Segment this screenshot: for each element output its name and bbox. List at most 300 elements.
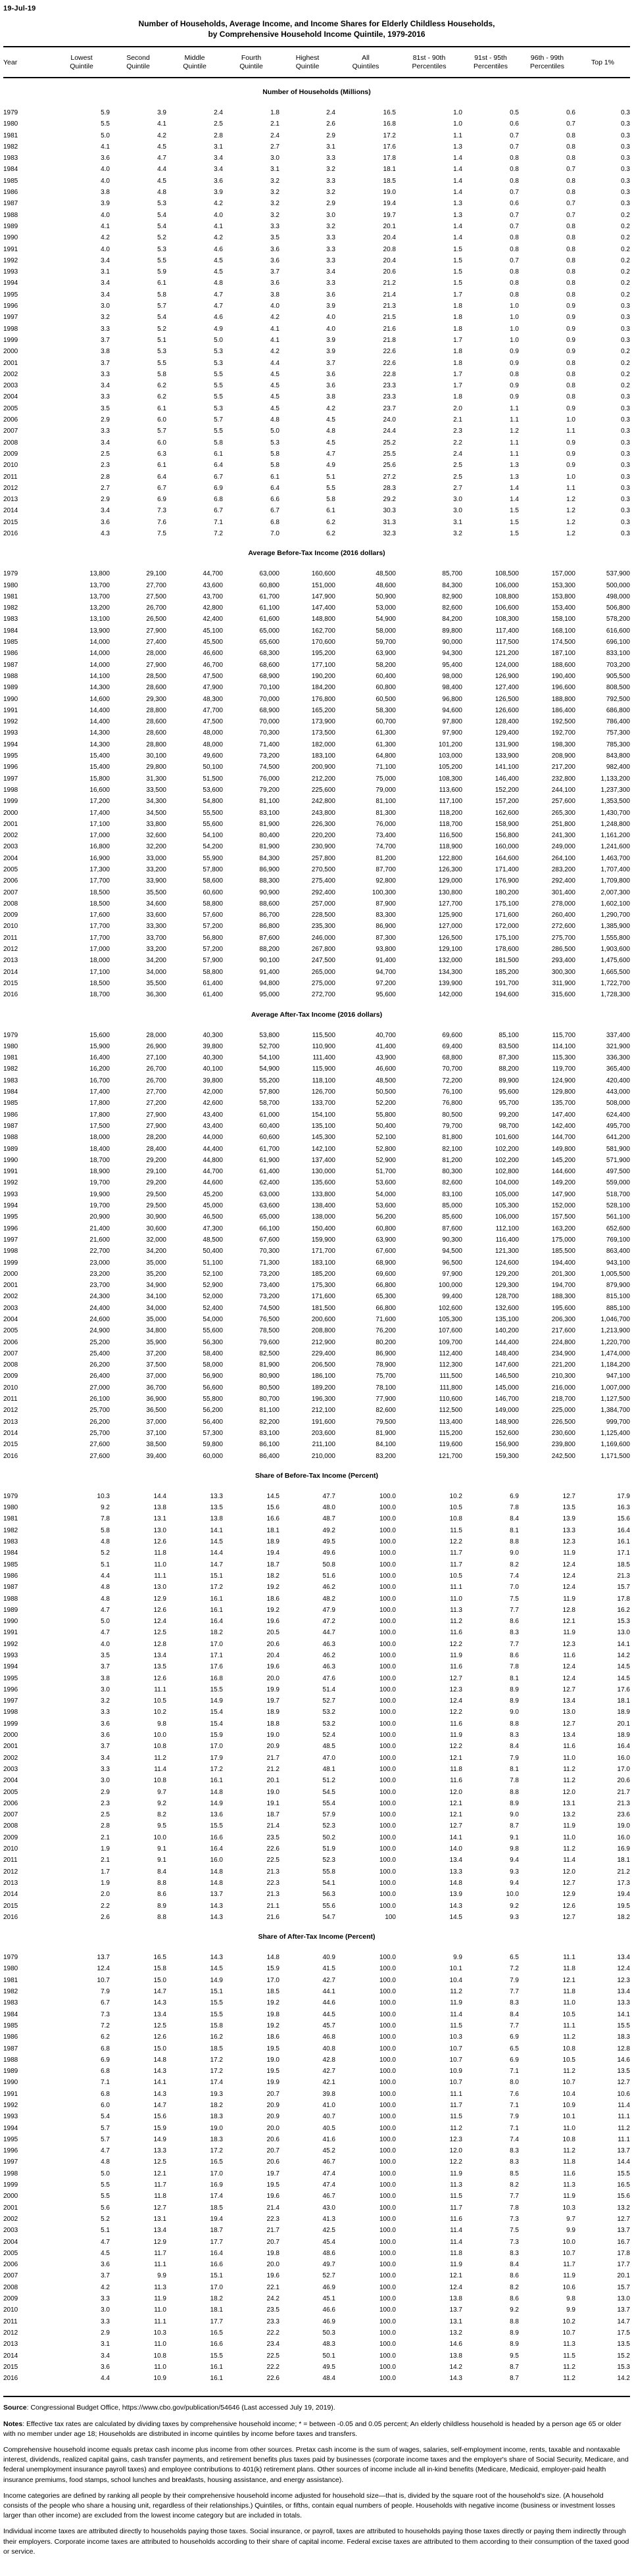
value-cell: 0.3 <box>621 155 630 162</box>
value-cell: 0.8 <box>566 143 575 151</box>
value-cell: 23.5 <box>266 1834 280 1841</box>
value-cell: 52,100 <box>203 1270 223 1278</box>
value-cell: 212,100 <box>311 1407 335 1415</box>
value-cell: 12.5 <box>153 2158 166 2166</box>
value-cell: 100.0 <box>379 2090 396 2098</box>
year-cell: 1995 <box>3 1674 18 1682</box>
year-cell: 1990 <box>3 234 18 242</box>
value-cell: 52,800 <box>376 1145 396 1153</box>
value-cell: 14.8 <box>266 1954 280 1962</box>
value-cell: 28,600 <box>146 729 166 737</box>
value-cell: 22.8 <box>383 370 396 378</box>
value-cell: 100.0 <box>379 2113 396 2121</box>
value-cell: 9.0 <box>510 1709 519 1716</box>
value-cell: 15,600 <box>89 1031 110 1039</box>
value-cell: 843,800 <box>606 752 630 760</box>
value-cell: 11.4 <box>618 2101 630 2109</box>
value-cell: 65,000 <box>259 1213 280 1221</box>
year-cell: 1988 <box>3 211 18 219</box>
value-cell: 54,100 <box>203 832 223 840</box>
value-cell: 18.9 <box>617 1709 630 1716</box>
value-cell: 85,000 <box>442 1202 462 1210</box>
value-cell: 97,200 <box>376 979 396 987</box>
table-row <box>3 637 630 648</box>
value-cell: 1.2 <box>510 427 519 435</box>
value-cell: 34,200 <box>146 1248 166 1255</box>
value-cell: 757,300 <box>606 729 630 737</box>
value-cell: 18,700 <box>89 991 110 999</box>
value-cell: 65,300 <box>376 1293 396 1301</box>
value-cell: 18.7 <box>210 2227 223 2235</box>
value-cell: 55,800 <box>203 1396 223 1403</box>
value-cell: 18.3 <box>617 2033 630 2041</box>
value-cell: 85,600 <box>442 1213 462 1221</box>
value-cell: 3.3 <box>101 2295 110 2303</box>
value-cell: 100.0 <box>379 2193 396 2200</box>
year-cell: 1987 <box>3 1584 18 1592</box>
value-cell: 14.2 <box>449 2363 462 2371</box>
value-cell: 1.1 <box>510 450 519 458</box>
year-cell: 1981 <box>3 593 18 600</box>
value-cell: 60,800 <box>376 684 396 692</box>
value-cell: 58,000 <box>376 627 396 635</box>
value-cell: 1,290,700 <box>600 911 630 919</box>
column-header <box>519 47 575 78</box>
value-cell: 3.2 <box>101 1697 110 1705</box>
value-cell: 60,600 <box>203 888 223 896</box>
value-cell: 76,100 <box>442 1088 462 1096</box>
year-cell: 1998 <box>3 2170 18 2177</box>
value-cell: 13.7 <box>617 2227 630 2235</box>
value-cell: 11.8 <box>563 2158 575 2166</box>
value-cell: 2.5 <box>453 473 462 481</box>
value-cell: 54,000 <box>203 1315 223 1323</box>
table-row <box>3 853 630 864</box>
value-cell: 52.7 <box>322 1697 335 1705</box>
year-cell: 1983 <box>3 155 18 162</box>
table-row <box>3 660 630 671</box>
value-cell: 300,300 <box>551 968 575 976</box>
year-cell: 1979 <box>3 1031 18 1039</box>
value-cell: 1.5 <box>453 268 462 276</box>
value-cell: 95,000 <box>259 991 280 999</box>
value-cell: 11.9 <box>450 1999 462 2007</box>
value-cell: 58,300 <box>376 706 396 714</box>
value-cell: 34,500 <box>146 809 166 817</box>
value-cell: 6.7 <box>101 1999 110 2007</box>
value-cell: 175,100 <box>495 934 519 942</box>
value-cell: 12.5 <box>153 1629 166 1637</box>
value-cell: 20.1 <box>617 2272 630 2280</box>
table-row <box>3 2350 630 2362</box>
table-row <box>3 1200 630 1211</box>
value-cell: 33,500 <box>146 786 166 794</box>
value-cell: 1.7 <box>101 1868 110 1876</box>
title-line-1: Number of Households, Average Income, and Income Shares for Elderly Childless Households, <box>138 19 495 28</box>
table-row <box>3 1166 630 1177</box>
value-cell: 0.7 <box>510 256 519 264</box>
year-cell: 1991 <box>3 1629 18 1637</box>
year-cell: 1989 <box>3 1145 18 1153</box>
value-cell: 2.2 <box>453 439 462 447</box>
value-cell: 80,500 <box>442 1111 462 1119</box>
value-cell: 90,300 <box>442 1236 462 1244</box>
value-cell: 19.8 <box>266 2010 280 2018</box>
value-cell: 28,400 <box>146 1145 166 1153</box>
table-row <box>3 1901 630 1912</box>
value-cell: 3.6 <box>214 177 223 185</box>
value-cell: 52.7 <box>322 2272 335 2280</box>
value-cell: 100.0 <box>379 1777 396 1785</box>
value-cell: 15.5 <box>210 2010 223 2018</box>
value-cell: 7.3 <box>101 2010 110 2018</box>
value-cell: 72,200 <box>442 1077 462 1084</box>
value-cell: 1.5 <box>453 279 462 287</box>
value-cell: 22.5 <box>266 1857 280 1864</box>
value-cell: 0.7 <box>566 120 575 128</box>
table-row <box>3 921 630 932</box>
value-cell: 10.7 <box>449 2056 462 2064</box>
value-cell: 3.1 <box>270 166 280 174</box>
value-cell: 4.5 <box>326 439 335 447</box>
value-cell: 52,200 <box>376 1100 396 1107</box>
value-cell: 11.8 <box>154 2193 166 2200</box>
value-cell: 6.1 <box>326 507 335 515</box>
value-cell: 947,100 <box>606 1373 630 1380</box>
value-cell: 11.2 <box>563 1777 575 1785</box>
value-cell: 47,500 <box>203 718 223 726</box>
notes-note <box>3 2419 630 2439</box>
value-cell: 100.0 <box>379 1561 396 1568</box>
column-header-line2: Quintile <box>239 62 263 70</box>
value-cell: 16,400 <box>89 1054 110 1062</box>
value-cell: 17.0 <box>617 1765 630 1773</box>
value-cell: 10.2 <box>562 2318 575 2325</box>
table-row <box>3 107 630 118</box>
year-cell: 2009 <box>3 1373 18 1380</box>
value-cell: 19.5 <box>266 2181 280 2189</box>
data-table <box>3 107 630 539</box>
value-cell: 71,600 <box>376 1315 396 1323</box>
value-cell: 29,200 <box>146 1156 166 1164</box>
value-cell: 68,900 <box>376 1259 396 1267</box>
value-cell: 13.5 <box>617 2068 630 2076</box>
value-cell: 13.3 <box>617 1999 630 2007</box>
value-cell: 8.2 <box>510 2181 519 2189</box>
value-cell: 17.8 <box>617 1595 630 1603</box>
value-cell: 100.0 <box>379 1999 396 2007</box>
value-cell: 4.7 <box>101 2147 110 2155</box>
value-cell: 17.1 <box>210 1652 223 1659</box>
value-cell: 131,900 <box>495 741 519 748</box>
year-cell: 1983 <box>3 616 18 623</box>
value-cell: 18,000 <box>89 957 110 965</box>
value-cell: 58,400 <box>203 1349 223 1357</box>
column-header-line2: Percentiles <box>412 62 447 70</box>
table-row <box>3 648 630 659</box>
value-cell: 6.1 <box>270 473 280 481</box>
year-cell: 2003 <box>3 1304 18 1312</box>
value-cell: 58,700 <box>259 1100 280 1107</box>
value-cell: 11.0 <box>154 2341 166 2348</box>
source-text: : Congressional Budget Office, https://www.cbo.gov/publication/54646 (Last accessed July 19, 2019). <box>26 2404 335 2412</box>
value-cell: 34,200 <box>146 957 166 965</box>
table-row <box>3 335 630 346</box>
value-cell: 54,000 <box>376 1190 396 1198</box>
value-cell: 111,500 <box>439 1373 462 1380</box>
value-cell: 6.0 <box>101 2101 110 2109</box>
value-cell: 65,600 <box>259 639 280 646</box>
value-cell: 212,200 <box>311 775 335 783</box>
value-cell: 6.1 <box>214 450 223 458</box>
value-cell: 3.4 <box>101 256 110 264</box>
value-cell: 178,600 <box>495 946 519 954</box>
table-row <box>3 403 630 414</box>
value-cell: 1,005,500 <box>600 1270 630 1278</box>
value-cell: 3.8 <box>101 189 110 197</box>
value-cell: 6.7 <box>214 507 223 515</box>
value-cell: 52,000 <box>203 1293 223 1301</box>
value-cell: 9.5 <box>510 2352 519 2360</box>
year-cell: 2013 <box>3 1879 18 1887</box>
value-cell: 153,800 <box>551 593 575 600</box>
value-cell: 4.0 <box>101 177 110 185</box>
value-cell: 16,700 <box>89 1077 110 1084</box>
value-cell: 16.4 <box>617 1743 630 1751</box>
value-cell: 1.8 <box>453 314 462 322</box>
value-cell: 46.3 <box>322 1663 335 1671</box>
value-cell: 100.0 <box>379 2101 396 2109</box>
value-cell: 48.1 <box>322 1765 335 1773</box>
value-cell: 6.7 <box>157 484 166 492</box>
value-cell: 71,300 <box>259 1259 280 1267</box>
value-cell: 8.1 <box>510 1526 519 1534</box>
table-row <box>3 1525 630 1536</box>
value-cell: 3.6 <box>101 2363 110 2371</box>
value-cell: 0.8 <box>510 234 519 242</box>
value-cell: 0.9 <box>566 336 575 344</box>
value-cell: 12.6 <box>562 1902 575 1910</box>
value-cell: 68,800 <box>442 1054 462 1062</box>
value-cell: 3.4 <box>101 1754 110 1762</box>
value-cell: 5.5 <box>101 2181 110 2189</box>
value-cell: 14.7 <box>617 2318 630 2325</box>
value-cell: 8.2 <box>510 2283 519 2291</box>
value-cell: 6.9 <box>157 496 166 504</box>
value-cell: 17.9 <box>210 1754 223 1762</box>
value-cell: 11.2 <box>563 1845 575 1853</box>
value-cell: 1,046,700 <box>600 1315 630 1323</box>
value-cell: 8.5 <box>510 2170 519 2177</box>
value-cell: 13.5 <box>210 1504 223 1512</box>
value-cell: 40,700 <box>376 1031 396 1039</box>
value-cell: 1.0 <box>510 325 519 333</box>
value-cell: 2.7 <box>453 484 462 492</box>
value-cell: 1,463,700 <box>600 854 630 862</box>
value-cell: 12.6 <box>153 2033 166 2041</box>
value-cell: 105,300 <box>495 1202 519 1210</box>
value-cell: 247,500 <box>311 957 335 965</box>
value-cell: 47.9 <box>322 1606 335 1614</box>
value-cell: 18.1 <box>617 1697 630 1705</box>
value-cell: 11.7 <box>450 2204 462 2212</box>
value-cell: 23.7 <box>383 404 396 412</box>
year-cell: 1979 <box>3 1492 18 1500</box>
value-cell: 10.0 <box>153 1834 166 1841</box>
value-cell: 18.9 <box>617 1732 630 1739</box>
value-cell: 19.6 <box>266 1618 280 1626</box>
value-cell: 15.5 <box>210 1822 223 1830</box>
value-cell: 100.0 <box>379 2204 396 2212</box>
value-cell: 5.0 <box>101 2170 110 2177</box>
table-row <box>3 989 630 1000</box>
value-cell: 100.0 <box>379 1732 396 1739</box>
value-cell: 20.1 <box>617 1720 630 1728</box>
table-row <box>3 2066 630 2077</box>
year-cell: 1998 <box>3 1709 18 1716</box>
value-cell: 1,127,500 <box>600 1396 630 1403</box>
table-row <box>3 1605 630 1616</box>
value-cell: 1,709,800 <box>600 877 630 885</box>
value-cell: 140,200 <box>495 1327 519 1335</box>
table-row <box>3 1855 630 1866</box>
value-cell: 41.3 <box>322 2215 335 2223</box>
value-cell: 16.4 <box>210 1845 223 1853</box>
value-cell: 48.5 <box>322 1743 335 1751</box>
value-cell: 0.8 <box>510 291 519 299</box>
value-cell: 10.3 <box>97 1492 110 1500</box>
value-cell: 15.5 <box>210 1686 223 1693</box>
value-cell: 11.7 <box>450 1561 462 1568</box>
value-cell: 82,200 <box>259 1418 280 1426</box>
value-cell: 15.4 <box>210 1709 223 1716</box>
value-cell: 16.6 <box>210 1834 223 1841</box>
value-cell: 17,800 <box>89 1100 110 1107</box>
value-cell: 71,400 <box>259 741 280 748</box>
value-cell: 4.0 <box>270 303 280 310</box>
column-header <box>462 47 519 78</box>
value-cell: 81,800 <box>442 1134 462 1142</box>
value-cell: 15,400 <box>89 764 110 771</box>
value-cell: 58,200 <box>376 661 396 669</box>
value-cell: 8.4 <box>510 2010 519 2018</box>
value-cell: 100.0 <box>379 1988 396 1996</box>
value-cell: 183,100 <box>311 752 335 760</box>
value-cell: 105,200 <box>438 764 462 771</box>
value-cell: 173,900 <box>311 718 335 726</box>
value-cell: 19.5 <box>266 2045 280 2053</box>
value-cell: 3.3 <box>101 325 110 333</box>
value-cell: 37,200 <box>146 1349 166 1357</box>
value-cell: 14.8 <box>153 2056 166 2064</box>
year-cell: 1986 <box>3 2033 18 2041</box>
value-cell: 571,900 <box>606 1156 630 1164</box>
value-cell: 12.7 <box>562 1686 575 1693</box>
value-cell: 20.7 <box>266 2238 280 2246</box>
value-cell: 13.9 <box>562 1515 575 1523</box>
value-cell: 10.5 <box>449 1504 462 1512</box>
value-cell: 4.3 <box>101 529 110 537</box>
table-row <box>3 1570 630 1582</box>
value-cell: 149,800 <box>551 1145 575 1153</box>
year-cell: 2011 <box>3 2318 18 2325</box>
value-cell: 3.8 <box>101 348 110 356</box>
value-cell: 19.4 <box>210 2215 223 2223</box>
value-cell: 1.9 <box>101 1879 110 1887</box>
value-cell: 0.6 <box>510 120 519 128</box>
value-cell: 12.7 <box>617 2215 630 2223</box>
value-cell: 111,800 <box>439 1384 462 1392</box>
value-cell: 146,500 <box>495 1373 519 1380</box>
value-cell: 235,300 <box>311 923 335 931</box>
value-cell: 11.5 <box>450 2022 462 2029</box>
value-cell: 0.2 <box>621 291 630 299</box>
value-cell: 18.3 <box>210 2113 223 2121</box>
value-cell: 17.2 <box>210 1765 223 1773</box>
year-cell: 1990 <box>3 1156 18 1164</box>
value-cell: 8.6 <box>510 2272 519 2280</box>
value-cell: 0.2 <box>621 359 630 367</box>
value-cell: 4.4 <box>157 166 166 174</box>
value-cell: 1.8 <box>453 325 462 333</box>
table-row <box>3 864 630 875</box>
value-cell: 18.6 <box>266 1595 280 1603</box>
value-cell: 73,400 <box>259 1282 280 1290</box>
value-cell: 11.8 <box>450 1765 462 1773</box>
value-cell: 18.2 <box>210 2101 223 2109</box>
year-cell: 1988 <box>3 1134 18 1142</box>
value-cell: 100.0 <box>379 1606 396 1614</box>
value-cell: 1.5 <box>453 256 462 264</box>
table-row <box>3 1912 630 1923</box>
value-cell: 6.0 <box>157 416 166 424</box>
table-row <box>3 141 630 153</box>
value-cell: 147,600 <box>495 1361 519 1369</box>
year-cell: 2010 <box>3 1845 18 1853</box>
value-cell: 0.9 <box>510 359 519 367</box>
value-cell: 18,500 <box>89 900 110 908</box>
value-cell: 118,900 <box>439 843 462 851</box>
value-cell: 117,100 <box>439 798 462 806</box>
value-cell: 21.2 <box>383 279 396 287</box>
value-cell: 210,000 <box>311 1452 335 1460</box>
value-cell: 11.8 <box>450 2249 462 2257</box>
value-cell: 88,300 <box>259 877 280 885</box>
year-cell: 2009 <box>3 911 18 919</box>
value-cell: 63,000 <box>259 1190 280 1198</box>
value-cell: 4.2 <box>214 234 223 242</box>
table-row <box>3 1132 630 1143</box>
column-header-line1: Second <box>126 54 150 62</box>
value-cell: 9.9 <box>157 2272 166 2280</box>
value-cell: 3.3 <box>101 1765 110 1773</box>
year-cell: 1985 <box>3 2022 18 2029</box>
value-cell: 7.4 <box>510 2135 519 2143</box>
value-cell: 20.0 <box>266 1674 280 1682</box>
value-cell: 24,400 <box>89 1304 110 1312</box>
table-row <box>3 1866 630 1878</box>
value-cell: 78,100 <box>376 1384 396 1392</box>
table-row <box>3 289 630 301</box>
value-cell: 11.9 <box>450 2261 462 2269</box>
value-cell: 1.0 <box>510 314 519 322</box>
value-cell: 14.4 <box>617 2158 630 2166</box>
value-cell: 165,200 <box>311 706 335 714</box>
value-cell: 13.8 <box>449 2352 462 2360</box>
value-cell: 98,700 <box>498 1122 519 1130</box>
value-cell: 0.6 <box>510 200 519 208</box>
value-cell: 148,800 <box>311 616 335 623</box>
